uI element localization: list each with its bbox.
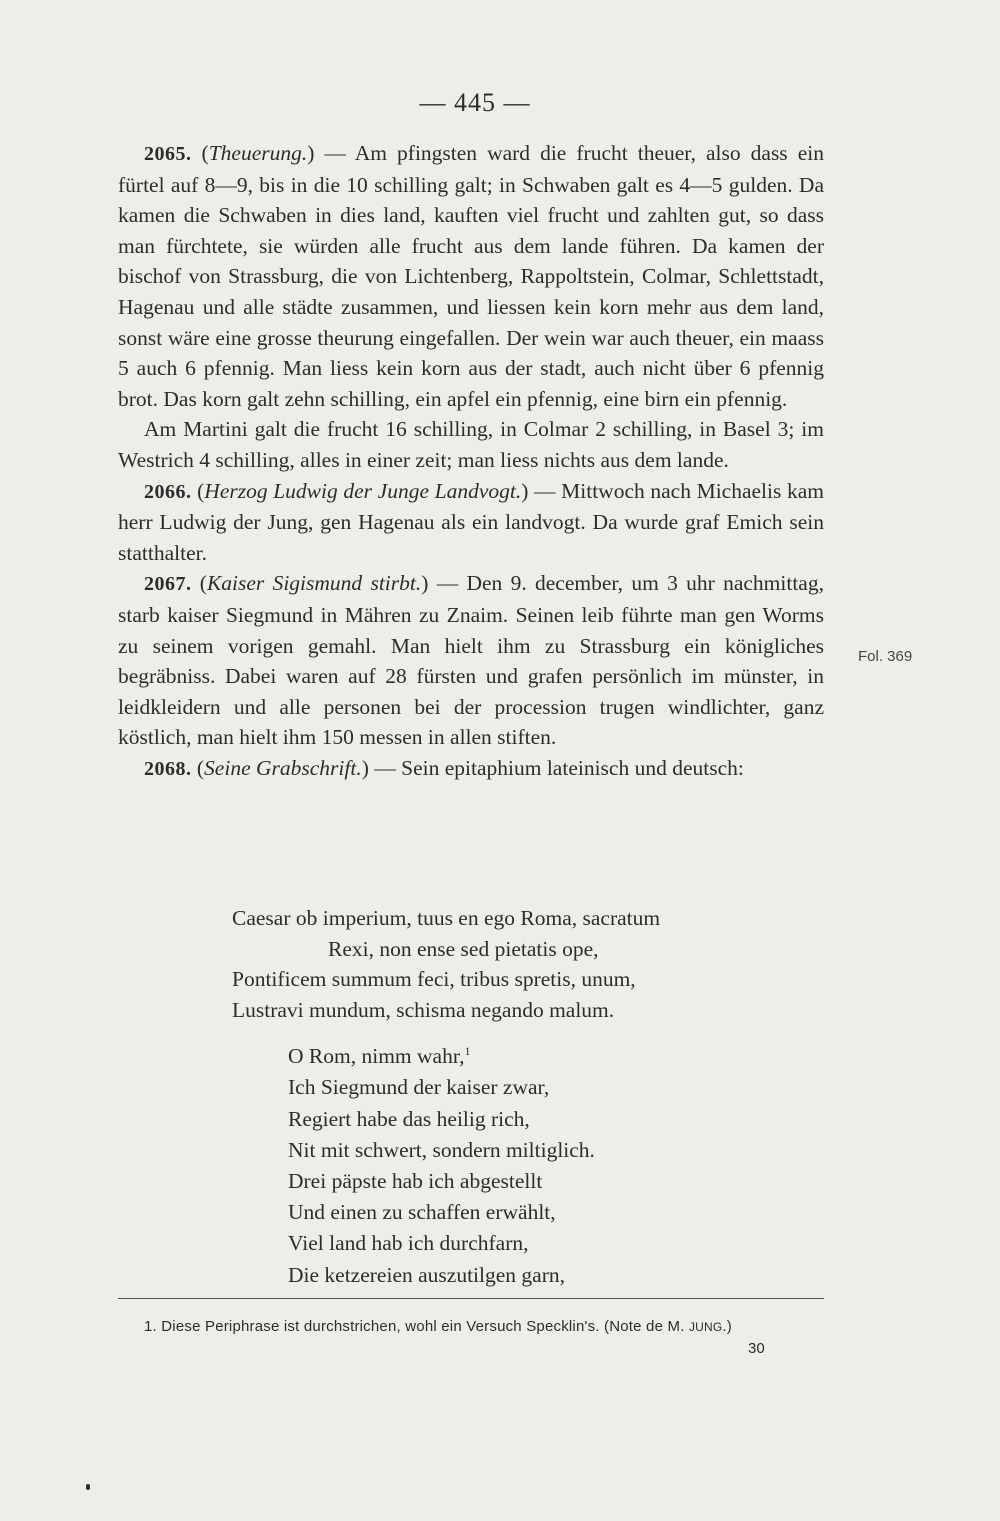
verse-line: Die ketzereien auszutilgen garn, [288, 1262, 565, 1287]
entry-text: — Mittwoch nach Michaelis kam herr Ludwig der Jung, gen Hagenau als ein landvogt. Da wurde graf Emich sein statthalter. [118, 478, 824, 565]
entry-2065: 2065. (Theuerung.) — Am pfingsten ward die frucht theuer, also dass ein fürtel auf 8—9, bis in die 10 schilling galt; in Schwaben galt es 4—5 gulden. Da kamen die Schwaben in dies land, kauften viel frucht und zahlten gut, so dass man fürchtete, sie würden alle frucht aus dem lande führen. Da kamen der bischof von Strassburg, die von Lichtenberg, Rappoltstein, Colmar, Schlettstadt, Hagenau und alle städte zusammen, und liessen kein korn mehr aus dem land, sonst wäre eine grosse theurung eingefallen. Der wein war auch theuer, ein maass 5 auch 6 pfennig. Man liess kein korn aus der stadt, auch nicht über 6 pfennig brot. Das korn galt zehn schilling, ein apfel ein pfennig, eine birn ein pfennig. [118, 141, 824, 411]
entry-number: 2068. [144, 757, 192, 780]
footnote-author: JUNG [688, 1320, 723, 1334]
page-number: — 445 — [419, 88, 531, 117]
epitaph-line: Caesar ob imperium, tuus en ego Roma, sacratum [232, 906, 661, 930]
entry-number: 2065. [144, 143, 192, 165]
verse-line: O Rom, nimm wahr,$^1$ [288, 1044, 471, 1069]
verse-line: Und einen zu schaffen erwählt, [288, 1200, 556, 1225]
entry-title: Theuerung. [208, 141, 308, 165]
entry-2068: 2068. (Seine Grabschrift.) — Sein epitaphium lateinisch und deutsch: [144, 755, 744, 780]
entry-text: — Sein epitaphium lateinisch und deutsch: [374, 755, 744, 780]
entry-text: — Den 9. december, um 3 uhr nachmittag, starb kaiser Siegmund in Mähren zu Znaim. Seinen leib führte man gen Worms zu seinem vorigen gemahl. Man hielt ihm zu Strassburg ein königliches begräbniss. Dabei waren auf 28 fürsten und grafen persönlich im münster, in leidkleidern und alle personen bei der procession trugen windlichter, ganz köstlich, man hielt ihm 150 messen in allen stiften. [118, 571, 824, 750]
entry-number: 2066. [144, 480, 192, 503]
entry-number: 2067. [144, 573, 192, 596]
entry-2065-continuation: Am Martini galt die frucht 16 schilling, in Colmar 2 schilling, in Basel 3; im Westrich 4 schilling, alles in einer zeit; man liess nichts aus dem lande. [118, 417, 824, 472]
footnote-marker: 1 [464, 1044, 471, 1058]
ink-speck [86, 1484, 90, 1490]
epitaph-line: Lustravi mundum, schisma negando malum. [232, 997, 615, 1022]
epitaph-line: Rexi, non ense sed pietatis ope, [328, 936, 599, 961]
main-text [118, 138, 824, 784]
footnote-text: 1. Diese Periphrase ist durchstrichen, wohl ein Versuch Specklin's. (Note de M. [144, 1318, 689, 1335]
entry-2067: 2067. (Kaiser Sigismund stirbt.) — Den 9. december, um 3 uhr nachmittag, starb kaiser Siegmund in Mähren zu Znaim. Seinen leib führte man gen Worms zu seinem vorigen gemahl. Man hielt ihm zu Strassburg ein königliches begräbniss. Dabei waren auf 28 fürsten und grafen persönlich im münster, in leidkleidern und alle personen bei der procession trugen windlichter, ganz köstlich, man hielt ihm 150 messen in allen stiften. [118, 571, 824, 750]
epitaph-line: Pontificem summum feci, tribus spretis, unum, [232, 967, 636, 992]
signature-mark: 30 [748, 1340, 765, 1357]
latin-epitaph [232, 903, 660, 1025]
entry-title: Kaiser Sigismund stirbt. [206, 571, 422, 596]
footnote: 1. Diese Periphrase ist durchstrichen, wohl ein Versuch Specklin's. (Note de M. JUNG.) [144, 1318, 732, 1335]
verse-line: Nit mit schwert, sondern miltiglich. [288, 1137, 595, 1162]
verse-line: Viel land hab ich durchfarn, [288, 1231, 529, 1256]
entry-title: Seine Grabschrift. [204, 755, 362, 780]
entry-title: Herzog Ludwig der Junge Landvogt. [204, 478, 522, 503]
margin-folio-note: Fol. 369 [858, 648, 913, 665]
verse-line: Ich Siegmund der kaiser zwar, [288, 1075, 550, 1100]
entry-text: — Am pfingsten ward die frucht theuer, also dass ein fürtel auf 8—9, bis in die 10 schilling galt; in Schwaben galt es 4—5 gulden. Da kamen die Schwaben in dies land, kauften viel frucht und zahlten gut, so dass man fürchtete, sie würden alle frucht aus dem lande führen. Da kamen der bischof von Strassburg, die von Lichtenberg, Rappoltstein, Colmar, Schlettstadt, Hagenau und alle städte zusammen, und liessen kein korn mehr aus dem land, sonst wäre eine grosse theurung eingefallen. Der wein war auch theuer, ein maass 5 auch 6 pfennig. Man liess kein korn aus der stadt, auch nicht über 6 pfennig brot. Das korn galt zehn schilling, ein apfel ein pfennig, eine birn ein pfennig. [118, 141, 824, 411]
verse-line: Drei päpste hab ich abgestellt [288, 1168, 543, 1193]
entry-2066: 2066. (Herzog Ludwig der Junge Landvogt.) — Mittwoch nach Michaelis kam herr Ludwig der Jung, gen Hagenau als ein landvogt. Da wurde graf Emich sein statthalter. [118, 478, 824, 565]
german-verse [288, 1036, 595, 1291]
footnote-rule [118, 1298, 824, 1299]
verse-line: Regiert habe das heilig rich, [288, 1106, 530, 1131]
